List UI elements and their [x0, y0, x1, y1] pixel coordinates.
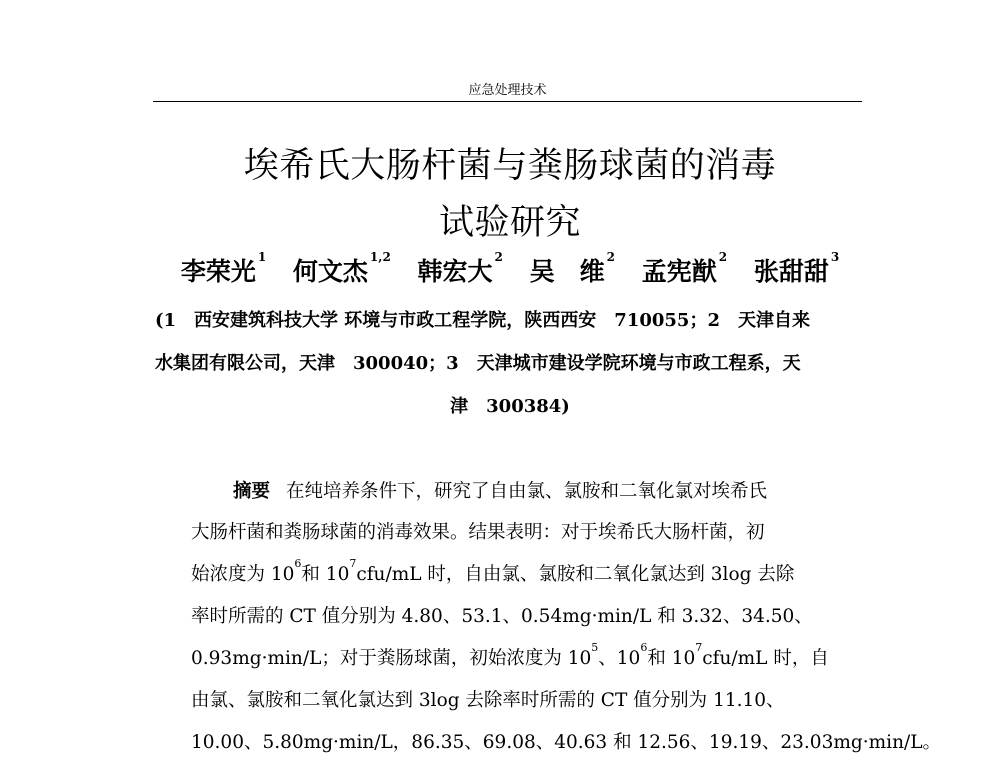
abstract-text: cfu/mL 时，自: [702, 648, 829, 669]
abstract-line-6: 由氯、氯胺和二氧化氯达到 3log 去除率时所需的 CT 值分别为 11.10、: [191, 690, 785, 711]
affiliation-line-2: 水集团有限公司，天津 300040；3 天津城市建设学院环境与市政工程系，天: [155, 353, 801, 374]
abstract-text: 、10: [598, 648, 641, 669]
exponent: 5: [591, 641, 599, 654]
author-name: 何文杰: [292, 257, 368, 286]
abstract-text: 0.93mg·min/L；对于粪肠球菌，初始浓度为 10: [191, 648, 592, 669]
author: [180, 250, 267, 286]
abstract-line-1: [233, 477, 767, 503]
abstract-text: 和 10: [647, 648, 696, 669]
author-name: 张甜甜: [753, 257, 829, 286]
affiliation-line-3: 津 300384): [450, 396, 570, 417]
exponent: 7: [695, 641, 703, 654]
abstract-line-2: 大肠杆菌和粪肠球菌的消毒效果。结果表明：对于埃希氏大肠杆菌，初: [191, 522, 765, 543]
author-affiliation-mark: 1,2: [369, 250, 391, 264]
author-affiliation-mark: 2: [494, 250, 503, 264]
exponent: 6: [640, 641, 648, 654]
author-name: 孟宪猷: [641, 257, 717, 286]
author-name: 李荣光: [180, 257, 256, 286]
affiliation-line-1: (1 西安建筑科技大学 环境与市政工程学院，陕西西安 710055；2 天津自来: [155, 310, 810, 331]
header-rule: [153, 101, 862, 102]
author-affiliation-mark: 2: [606, 250, 615, 264]
exponent: 7: [349, 557, 357, 570]
exponent: 6: [294, 557, 302, 570]
author: [292, 250, 391, 286]
abstract-line-5: [191, 641, 829, 670]
abstract-text: 始浓度为 10: [191, 564, 295, 585]
author-name: 吴 维: [529, 257, 605, 286]
abstract-text: cfu/mL 时，自由氯、氯胺和二氧化氯达到 3log 去除: [356, 564, 795, 585]
author-list: [100, 252, 920, 288]
abstract-line-4: 率时所需的 CT 值分别为 4.80、53.1、0.54mg·min/L 和 3.32、34.50、: [191, 606, 813, 627]
running-head: 应急处理技术: [468, 83, 547, 98]
paper-title-line-2: 试验研究: [438, 203, 581, 243]
abstract-text: 和 10: [301, 564, 350, 585]
author-affiliation-mark: 1: [257, 250, 267, 264]
author: [529, 250, 615, 286]
author: [417, 250, 503, 286]
author: [641, 250, 728, 286]
author-affiliation-mark: 3: [830, 250, 840, 264]
paper-title-line-1: 埃希氏大肠杆菌与粪肠球菌的消毒: [243, 146, 777, 186]
abstract-label: 摘要: [233, 481, 271, 502]
abstract-line-3: [191, 557, 795, 586]
abstract-line-7: 10.00、5.80mg·min/L，86.35、69.08、40.63 和 12.56、19.19、23.03mg·min/L。: [191, 732, 942, 753]
author: [753, 250, 840, 286]
author-affiliation-mark: 2: [718, 250, 728, 264]
abstract-text: 在纯培养条件下，研究了自由氯、氯胺和二氧化氯对埃希氏: [286, 481, 768, 502]
author-name: 韩宏大: [417, 257, 493, 286]
